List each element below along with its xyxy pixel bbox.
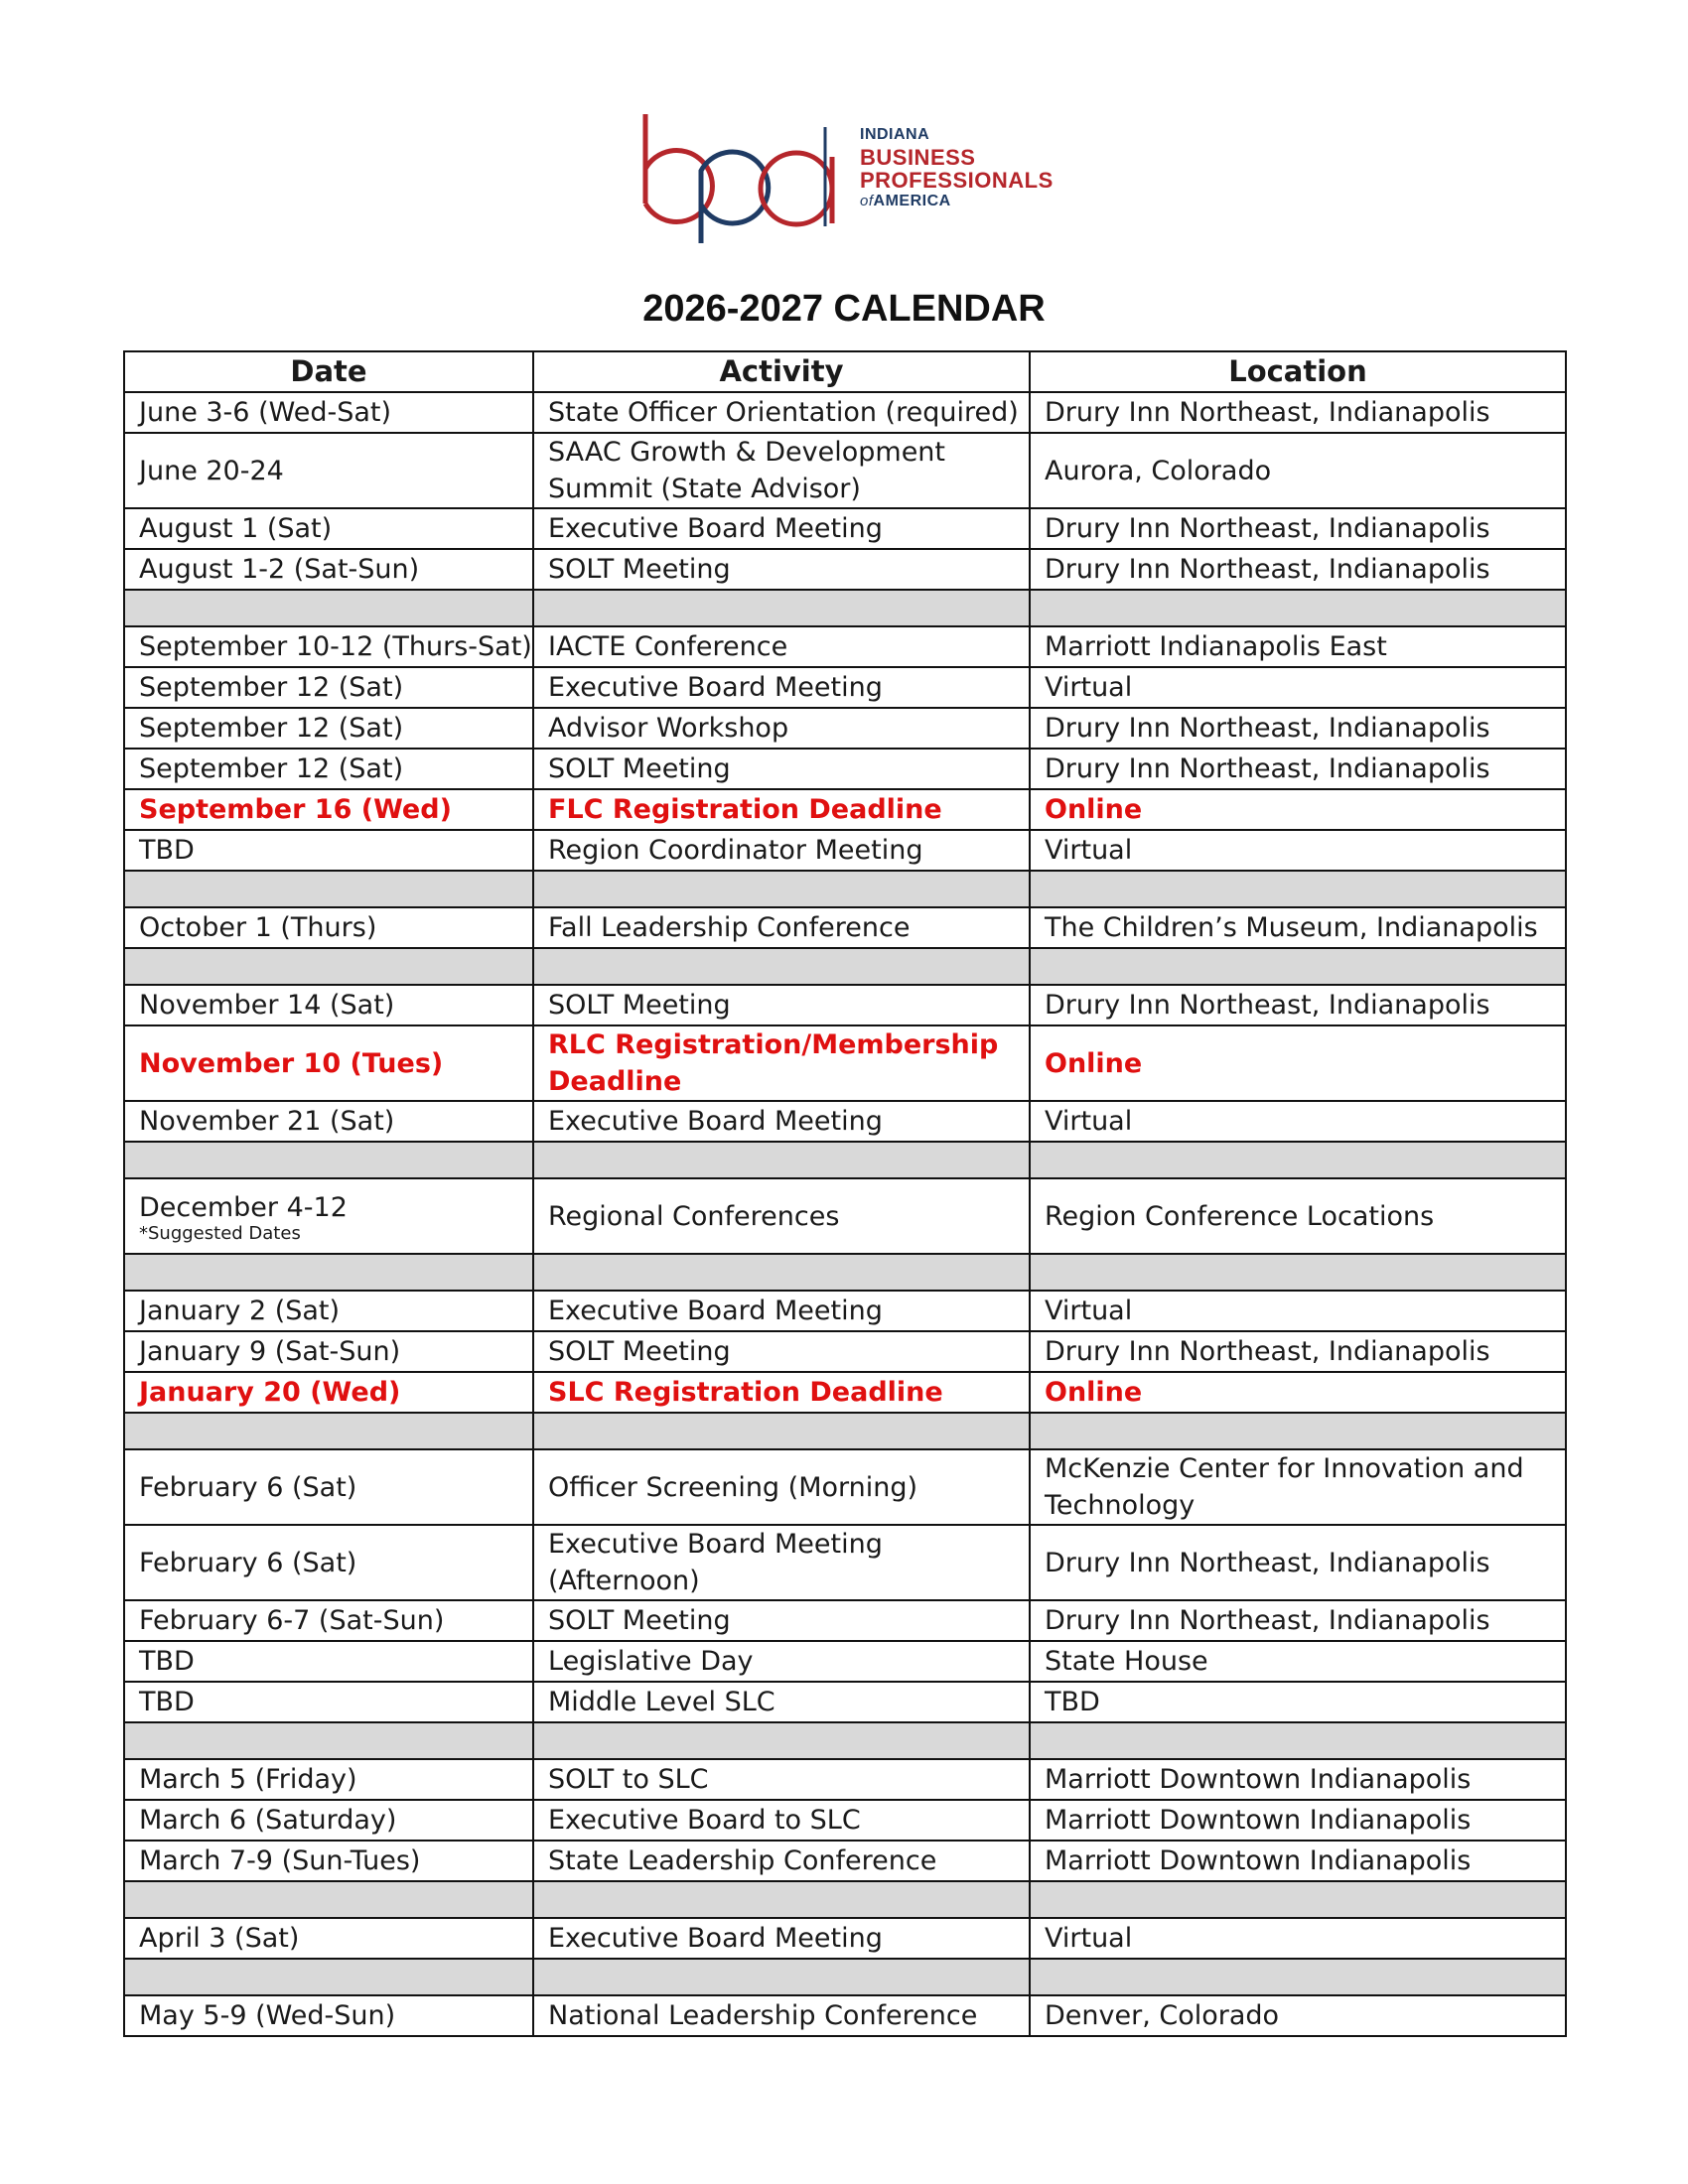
cell-activity: Executive Board Meeting xyxy=(533,667,1030,708)
table-row xyxy=(124,1841,1566,1881)
bpa-logo-mark xyxy=(635,109,854,248)
cell-activity: Executive Board Meeting xyxy=(533,508,1030,549)
table-row xyxy=(124,1331,1566,1372)
cell-activity: SAAC Growth & Development Summit (State Advisor) xyxy=(533,433,1030,508)
separator-row xyxy=(124,1413,1566,1449)
cell-date: September 12 (Sat) xyxy=(124,708,533,749)
cell-location: Virtual xyxy=(1030,1918,1566,1959)
cell-activity: Executive Board Meeting xyxy=(533,1101,1030,1142)
cell-date: October 1 (Thurs) xyxy=(124,907,533,948)
table-row xyxy=(124,1682,1566,1722)
table-row xyxy=(124,1800,1566,1841)
cell-date: May 5-9 (Wed-Sun) xyxy=(124,1995,533,2036)
cell-location: Virtual xyxy=(1030,667,1566,708)
cell-activity: Regional Conferences xyxy=(533,1178,1030,1254)
suggested-dates-note: *Suggested Dates xyxy=(139,1222,301,1244)
cell-activity: Executive Board Meeting xyxy=(533,1291,1030,1331)
logo-line-professionals: PROFESSIONALS xyxy=(860,167,1054,193)
table-row xyxy=(124,708,1566,749)
table-row xyxy=(124,1178,1566,1254)
table-row xyxy=(124,1525,1566,1600)
cell-date: June 3-6 (Wed-Sat) xyxy=(124,392,533,433)
cell-location: Drury Inn Northeast, Indianapolis xyxy=(1030,549,1566,590)
cell-activity: IACTE Conference xyxy=(533,626,1030,667)
calendar-table xyxy=(123,350,1567,2037)
cell-date: March 5 (Friday) xyxy=(124,1759,533,1800)
table-row xyxy=(124,1759,1566,1800)
cell-activity: State Officer Orientation (required) xyxy=(533,392,1030,433)
table-row xyxy=(124,1918,1566,1959)
cell-location: Drury Inn Northeast, Indianapolis xyxy=(1030,1331,1566,1372)
separator-row xyxy=(124,1959,1566,1995)
table-header-row xyxy=(124,351,1566,392)
cell-date xyxy=(124,1178,533,1254)
logo-america: AMERICA xyxy=(873,192,951,209)
cell-activity: Executive Board Meeting (Afternoon) xyxy=(533,1525,1030,1600)
cell-location: Region Conference Locations xyxy=(1030,1178,1566,1254)
cell-date: March 6 (Saturday) xyxy=(124,1800,533,1841)
cell-location: Aurora, Colorado xyxy=(1030,433,1566,508)
logo-line-business: BUSINESS xyxy=(860,144,976,170)
cell-date: August 1 (Sat) xyxy=(124,508,533,549)
cell-location: Drury Inn Northeast, Indianapolis xyxy=(1030,1525,1566,1600)
cell-location: Drury Inn Northeast, Indianapolis xyxy=(1030,985,1566,1025)
header-location: Location xyxy=(1030,351,1566,392)
cell-date: September 16 (Wed) xyxy=(124,789,533,830)
cell-location: Drury Inn Northeast, Indianapolis xyxy=(1030,749,1566,789)
cell-location: Virtual xyxy=(1030,830,1566,871)
logo-line-america xyxy=(860,194,1054,210)
cell-date: February 6-7 (Sat-Sun) xyxy=(124,1600,533,1641)
bpa-logo xyxy=(635,109,1072,248)
table-row xyxy=(124,1449,1566,1525)
cell-activity: Region Coordinator Meeting xyxy=(533,830,1030,871)
table-row xyxy=(124,1291,1566,1331)
cell-date: TBD xyxy=(124,830,533,871)
cell-date: February 6 (Sat) xyxy=(124,1449,533,1525)
table-row xyxy=(124,667,1566,708)
cell-location: Denver, Colorado xyxy=(1030,1995,1566,2036)
page-title: 2026-2027 CALENDAR xyxy=(642,288,1046,330)
cell-date: September 12 (Sat) xyxy=(124,667,533,708)
cell-location: Marriott Downtown Indianapolis xyxy=(1030,1759,1566,1800)
cell-activity: SLC Registration Deadline xyxy=(533,1372,1030,1413)
cell-date-text: December 4-12 xyxy=(139,1191,348,1223)
separator-row xyxy=(124,1142,1566,1178)
table-row xyxy=(124,626,1566,667)
table-row xyxy=(124,749,1566,789)
cell-date: January 20 (Wed) xyxy=(124,1372,533,1413)
cell-activity: Executive Board Meeting xyxy=(533,1918,1030,1959)
cell-date: April 3 (Sat) xyxy=(124,1918,533,1959)
cell-activity: Legislative Day xyxy=(533,1641,1030,1682)
table-row xyxy=(124,1641,1566,1682)
table-row xyxy=(124,549,1566,590)
cell-date: November 10 (Tues) xyxy=(124,1025,533,1101)
cell-activity: State Leadership Conference xyxy=(533,1841,1030,1881)
cell-activity: Officer Screening (Morning) xyxy=(533,1449,1030,1525)
table-row xyxy=(124,1600,1566,1641)
table-row xyxy=(124,830,1566,871)
separator-row xyxy=(124,948,1566,985)
cell-date: November 14 (Sat) xyxy=(124,985,533,1025)
cell-date: November 21 (Sat) xyxy=(124,1101,533,1142)
cell-location: Drury Inn Northeast, Indianapolis xyxy=(1030,1600,1566,1641)
table-row xyxy=(124,433,1566,508)
cell-activity: SOLT Meeting xyxy=(533,749,1030,789)
cell-date: June 20-24 xyxy=(124,433,533,508)
separator-row xyxy=(124,871,1566,907)
cell-date: September 12 (Sat) xyxy=(124,749,533,789)
table-row xyxy=(124,392,1566,433)
separator-row xyxy=(124,1722,1566,1759)
deadline-row xyxy=(124,1372,1566,1413)
cell-date: January 2 (Sat) xyxy=(124,1291,533,1331)
cell-location: Drury Inn Northeast, Indianapolis xyxy=(1030,508,1566,549)
cell-date: September 10-12 (Thurs-Sat) xyxy=(124,626,533,667)
cell-location: Marriott Downtown Indianapolis xyxy=(1030,1841,1566,1881)
separator-row xyxy=(124,1254,1566,1291)
cell-activity: SOLT to SLC xyxy=(533,1759,1030,1800)
cell-date: February 6 (Sat) xyxy=(124,1525,533,1600)
separator-row xyxy=(124,590,1566,626)
cell-date: March 7-9 (Sun-Tues) xyxy=(124,1841,533,1881)
cell-activity: SOLT Meeting xyxy=(533,985,1030,1025)
cell-location: Online xyxy=(1030,1025,1566,1101)
deadline-row xyxy=(124,1025,1566,1101)
table-row xyxy=(124,1995,1566,2036)
cell-location: State House xyxy=(1030,1641,1566,1682)
cell-activity: SOLT Meeting xyxy=(533,1331,1030,1372)
cell-date: TBD xyxy=(124,1682,533,1722)
cell-activity: Fall Leadership Conference xyxy=(533,907,1030,948)
cell-location: The Children’s Museum, Indianapolis xyxy=(1030,907,1566,948)
table-row xyxy=(124,985,1566,1025)
deadline-row xyxy=(124,789,1566,830)
cell-activity: Middle Level SLC xyxy=(533,1682,1030,1722)
cell-activity: RLC Registration/Membership Deadline xyxy=(533,1025,1030,1101)
cell-location: Marriott Downtown Indianapolis xyxy=(1030,1800,1566,1841)
cell-location: TBD xyxy=(1030,1682,1566,1722)
table-row xyxy=(124,508,1566,549)
header-date: Date xyxy=(124,351,533,392)
cell-activity: National Leadership Conference xyxy=(533,1995,1030,2036)
cell-location: Marriott Indianapolis East xyxy=(1030,626,1566,667)
cell-activity: Executive Board to SLC xyxy=(533,1800,1030,1841)
cell-location: Online xyxy=(1030,1372,1566,1413)
header-activity: Activity xyxy=(533,351,1030,392)
table-row xyxy=(124,907,1566,948)
logo-divider xyxy=(822,127,828,226)
cell-location: Drury Inn Northeast, Indianapolis xyxy=(1030,708,1566,749)
logo-line-indiana: INDIANA xyxy=(860,126,930,143)
cell-activity: FLC Registration Deadline xyxy=(533,789,1030,830)
cell-date: TBD xyxy=(124,1641,533,1682)
cell-location: Virtual xyxy=(1030,1101,1566,1142)
cell-date: January 9 (Sat-Sun) xyxy=(124,1331,533,1372)
cell-date: August 1-2 (Sat-Sun) xyxy=(124,549,533,590)
cell-activity: SOLT Meeting xyxy=(533,549,1030,590)
cell-activity: Advisor Workshop xyxy=(533,708,1030,749)
cell-location: Virtual xyxy=(1030,1291,1566,1331)
table-row xyxy=(124,1101,1566,1142)
cell-activity: SOLT Meeting xyxy=(533,1600,1030,1641)
cell-location: McKenzie Center for Innovation and Technology xyxy=(1030,1449,1566,1525)
logo-wordmark xyxy=(860,127,1054,210)
separator-row xyxy=(124,1881,1566,1918)
logo-of: of xyxy=(860,192,874,209)
cell-location: Drury Inn Northeast, Indianapolis xyxy=(1030,392,1566,433)
cell-location: Online xyxy=(1030,789,1566,830)
